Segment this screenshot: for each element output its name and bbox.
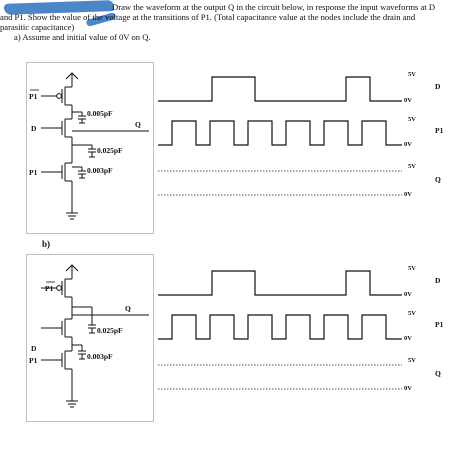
question-line-1: Draw the waveform at the output Q in the circuit below, in response the input waveforms at D [112,2,436,12]
circuit-panel-a [26,62,154,234]
wave-p1-b [158,315,402,339]
p1-5v-label-b: 5V [408,310,416,317]
circuit-panel-b [26,254,154,422]
wave-d-a [158,77,402,101]
cap-0003-label: 0.003pF [87,166,113,175]
wave-q-label: Q [435,175,441,184]
wave-p1-label-b: P1 [435,320,444,329]
p1-bar-label: P1 [29,92,38,101]
p1-label-b: P1 [29,356,38,365]
d-5v-label: 5V [408,71,416,78]
d-5v-label-b: 5V [408,265,416,272]
wave-q-label-b: Q [435,369,441,378]
wave-d-label-b: D [435,276,441,285]
cap-0003-label-b: 0.003pF [87,352,113,361]
q-0v-label: 0V [404,191,412,198]
d-label: D [31,124,37,133]
p1-0v-label-b: 0V [404,335,412,342]
cap-0025-label-b: 0.025pF [97,326,123,335]
wave-p1-label: P1 [435,126,444,135]
p1-label: P1 [29,168,38,177]
wave-p1-a [158,121,402,145]
question-line-2: and P1. Show the value of the voltage at the transitions of P1. (Total capacitance value at the nodes include the drain and [0,12,416,22]
wave-d-b [158,271,402,295]
question-line-3: parasitic capacitance) [0,22,75,32]
circuit-b-diagram [27,255,153,421]
wave-d-label: D [435,82,441,91]
waveforms-a [150,68,474,208]
d-label-b: D [31,344,37,353]
part-a-label: a) Assume and initial value of 0V on Q. [14,32,151,42]
q-label: Q [135,120,141,129]
cap-0025-label: 0.025pF [97,146,123,155]
q-5v-label: 5V [408,163,416,170]
q-0v-label-b: 0V [404,385,412,392]
p1-5v-label: 5V [408,116,416,123]
d-0v-label: 0V [404,97,412,104]
cap-0005-label: 0.005pF [87,109,113,118]
part-b-label: b) [42,239,51,249]
q-label-b: Q [125,304,131,313]
circuit-a-diagram [27,63,153,233]
p1-bar-label-b: P1 [45,284,54,293]
d-0v-label-b: 0V [404,291,412,298]
p1-0v-label: 0V [404,141,412,148]
q-5v-label-b: 5V [408,357,416,364]
waveforms-b [150,262,474,402]
